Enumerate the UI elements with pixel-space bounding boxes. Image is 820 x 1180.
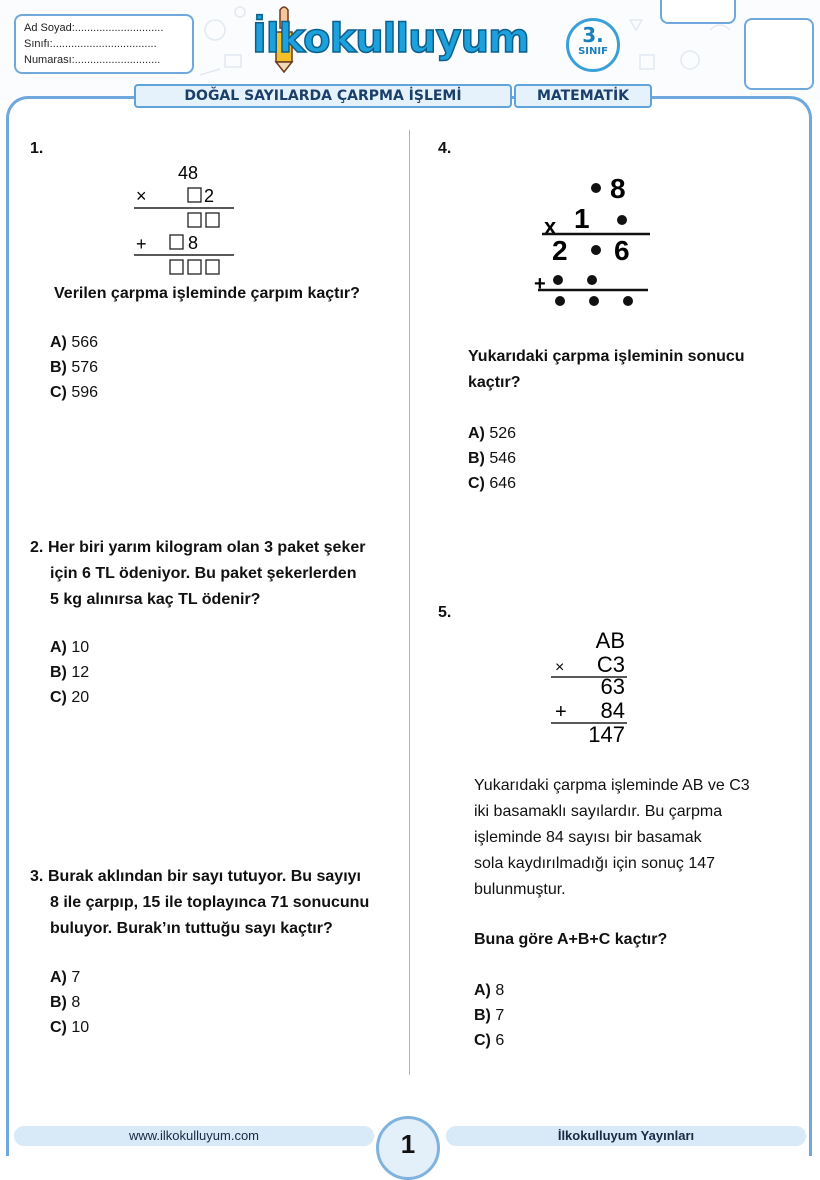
q1-question-text: Verilen çarpma işleminde çarpım kaçtır? [54,285,360,302]
option-key: A) [474,982,491,999]
logo-text: İlkokulluyum [252,16,529,62]
column-divider [409,130,410,1075]
q1-number: 1. [30,140,44,157]
option-key: B) [468,450,485,467]
q5-options [474,978,504,1053]
q1-option-b[interactable] [50,355,98,380]
q3-line: buluyor. Burak’ın tuttuğu sayı kaçtır? [50,920,333,937]
q5-row-147: 147 [588,722,625,747]
q4-option-a[interactable] [468,421,516,446]
q5-row-ab: AB [595,628,625,653]
option-value: 8 [71,994,81,1011]
q2-options [50,635,89,710]
q2-line: için 6 TL ödeniyor. Bu paket şekerlerden [50,565,357,582]
option-value: 546 [489,450,517,467]
option-value: 566 [71,334,99,351]
q5-option-c[interactable] [474,1028,504,1053]
q5-line: bulunmuştur. [474,881,566,898]
q4-line: Yukarıdaki çarpma işleminin sonucu [468,348,745,365]
q5-plus-symbol: + [555,701,567,723]
q4-row1-digit: 8 [610,173,626,204]
q4-option-b[interactable] [468,446,516,471]
option-key: B) [50,664,67,681]
q5-option-b[interactable] [474,1003,504,1028]
q4-hidden-digit [589,296,599,306]
name-field[interactable]: Ad Soyad:............................. [24,22,164,34]
q1-blank-box [206,260,219,274]
q4-hidden-digit [587,275,597,285]
option-value: 7 [495,1007,505,1024]
option-key: B) [50,359,67,376]
option-value: 596 [71,384,99,401]
option-key: C) [50,384,67,401]
corner-tab [660,0,736,24]
q2-option-b[interactable] [50,660,89,685]
q1-blank-box [188,260,201,274]
q1-options [50,330,98,405]
q5-question-text: Buna göre A+B+C kaçtır? [474,931,668,948]
q1-blank-box [188,213,201,227]
number-field[interactable]: Numarası:............................ [24,54,161,66]
class-field[interactable]: Sınıfı:.................................. [24,38,157,50]
q1-plus-symbol: + [136,234,147,254]
q1-option-c[interactable] [50,380,98,405]
option-key: A) [50,639,67,656]
q2-line: Her biri yarım kilogram olan 3 paket şeker [48,539,366,556]
option-value: 576 [71,359,99,376]
q4-row3-right-digit: 6 [614,235,630,266]
grade-label: SINIF [578,46,608,57]
q1-option-a[interactable] [50,330,98,355]
grade-badge [566,18,620,72]
q1-blank-box [170,260,183,274]
option-key: B) [50,994,67,1011]
q5-description [474,773,750,903]
q5-line: iki basamaklı sayılardır. Bu çarpma [474,803,723,820]
option-key: C) [468,475,485,492]
option-value: 6 [495,1032,505,1049]
footer-publisher: İlkokulluyum Yayınları [446,1126,806,1146]
q3-number: 3. [30,868,44,885]
q1-times-symbol: × [136,186,147,206]
student-info-box [14,14,194,74]
q4-row2-digit: 1 [574,203,590,234]
q5-line: sola kaydırılmadığı için sonuç 147 [474,855,716,872]
q2-number: 2. [30,539,44,556]
q4-hidden-digit [555,296,565,306]
option-value: 646 [489,475,517,492]
q1-multiplication [130,160,240,280]
q3-line: Burak aklından bir sayı tutuyor. Bu sayıyı [48,868,361,885]
q5-multiplication [545,626,635,748]
q5-row-84: 84 [600,698,625,723]
q2-option-a[interactable] [50,635,89,660]
option-key: A) [468,425,485,442]
score-box [744,18,814,90]
q4-hidden-digit [553,275,563,285]
option-key: C) [50,1019,67,1036]
q3-option-c[interactable] [50,1015,89,1040]
q4-times-symbol: x [544,214,557,239]
q4-line: kaçtır? [468,374,521,391]
q2-line: 5 kg alınırsa kaç TL ödenir? [50,591,261,608]
option-value: 7 [71,969,81,986]
q2-option-c[interactable] [50,685,89,710]
q4-question-text [468,344,745,396]
q4-row3-left-digit: 2 [552,235,568,266]
q3-line: 8 ile çarpıp, 15 ile toplayınca 71 sonucunu [50,894,370,911]
q1-multiplicand: 48 [178,163,199,183]
option-value: 12 [71,664,90,681]
option-key: C) [474,1032,491,1049]
q4-option-c[interactable] [468,471,516,496]
option-value: 10 [71,639,90,656]
q5-row-c3: C3 [596,652,625,677]
q3-question-text [48,864,369,942]
q4-options [468,421,516,496]
q5-row-63: 63 [600,674,625,699]
q5-line: Yukarıdaki çarpma işleminde AB ve C3 [474,777,750,794]
option-key: A) [50,969,67,986]
q1-partial-digit: 8 [188,233,199,253]
q4-hidden-digit [617,215,627,225]
option-key: C) [50,689,67,706]
q3-option-b[interactable] [50,990,89,1015]
option-value: 20 [71,689,90,706]
q5-line: işleminde 84 sayısı bir basamak [474,829,702,846]
option-value: 526 [489,425,517,442]
q4-plus-symbol: + [534,273,546,295]
footer-website[interactable]: www.ilkokulluyum.com [14,1126,374,1146]
option-value: 10 [71,1019,90,1036]
topic-title: DOĞAL SAYILARDA ÇARPMA İŞLEMİ [134,84,512,108]
q4-hidden-digit [623,296,633,306]
q4-number: 4. [438,140,452,157]
q4-hidden-digit [591,183,601,193]
option-key: B) [474,1007,491,1024]
q1-blank-box [170,235,183,249]
q5-times-symbol: × [555,659,565,676]
subject-title: MATEMATİK [514,84,652,108]
option-value: 8 [495,982,505,999]
option-key: A) [50,334,67,351]
q5-number: 5. [438,604,452,621]
q1-multiplier-digit: 2 [204,186,215,206]
q2-question-text [48,535,365,613]
page-number: 1 [376,1116,440,1180]
q1-blank-box [188,188,201,202]
q1-blank-box [206,213,219,227]
q4-hidden-digit [591,245,601,255]
q3-options [50,965,89,1040]
grade-number: 3. [582,23,604,47]
q4-multiplication [530,168,660,313]
q3-option-a[interactable] [50,965,89,990]
q5-option-a[interactable] [474,978,504,1003]
